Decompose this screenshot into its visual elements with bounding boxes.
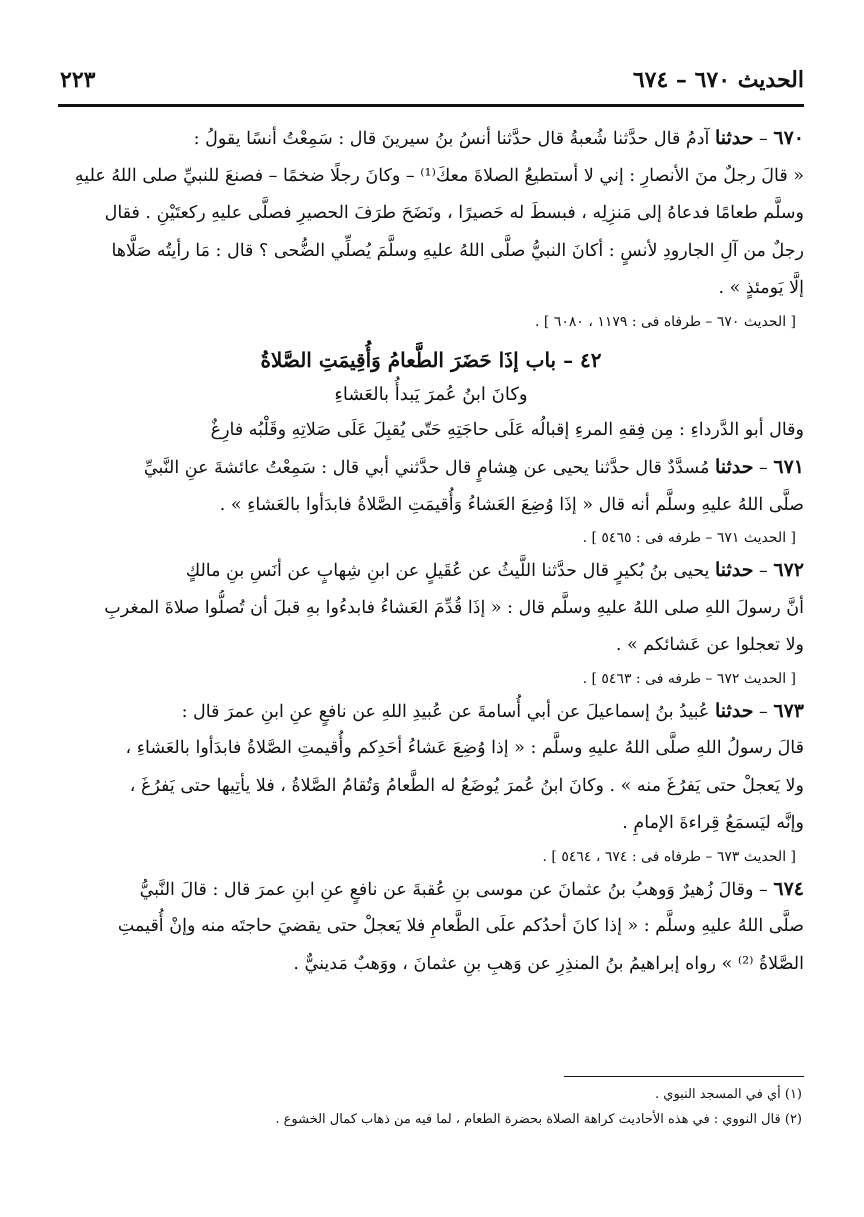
footnotes bbox=[60, 1082, 802, 1132]
hadith-text: مُسدَّدٌ قال حدَّثنا يحيى عن هِشامٍ قال حدَّثني أبي قال : سَمِعْتُ عائشةَ عنِ النَّبيِّ bbox=[143, 458, 710, 478]
hadith-number: ٦٧٣ bbox=[773, 699, 804, 722]
haddathana-word: حدثنا bbox=[714, 127, 754, 149]
chapter-subtitle: وكانَ ابنُ عُمرَ يَبدأُ بالعَشاءِ bbox=[334, 383, 528, 405]
hadith-670-reference: [ الحديث ٦٧٠ – طرفاه فى : ١١٧٩ ، ٦٠٨٠ ] . bbox=[535, 313, 796, 330]
hadith-674-line-1: ٦٧٤ – وقالَ زُهيرٌ وَوهبُ بنُ عثمانَ عن موسى بنِ عُقبةَ عن نافعٍ عنِ ابنِ عمرَ قال : قالَ النَّبيُّ bbox=[139, 877, 804, 900]
hadith-670-line-1: ٦٧٠ – حدثنا آدمُ قال حدَّثنا شُعبةُ قال حدَّثنا أنسُ بنُ سيرينَ قال : سَمِعْتُ أنسًا يقولُ : bbox=[193, 127, 804, 149]
hadith-674-line-3: الصَّلاةُ ⁽²⁾ » رواه إبراهيمُ بنُ المنذِرِ عن وَهبِ بنِ عثمانَ ، ووَهبٌ مَدينيٌّ . bbox=[293, 953, 804, 974]
haddathana-word: حدثنا bbox=[714, 699, 754, 722]
page-body bbox=[58, 120, 804, 983]
hadith-671-reference: [ الحديث ٦٧١ – طرفه فى : ٥٤٦٥ ] . bbox=[582, 530, 796, 546]
hadith-673-line-4: وإنَّه ليَسمَعُ قِراءةَ الإمامِ . bbox=[622, 813, 804, 833]
hadith-number: ٦٧٢ bbox=[773, 559, 804, 581]
hadith-671-line-2: صلَّى اللهُ عليهِ وسلَّم أنه قال « إذَا وُضِعَ العَشاءُ وَأُقيمَتِ الصَّلاةُ فابدَأوا بالعَشاءِ » . bbox=[219, 494, 804, 515]
header-rule bbox=[58, 104, 804, 107]
hadith-674-line-2: صلَّى اللهُ عليهِ وسلَّم : « إذا كانَ أحدُكم علَى الطَّعامِ فلا يَعجلْ حتى يقضيَ حاجتَه منه وإنْ أُقيمتِ bbox=[117, 916, 804, 936]
hadith-670-line-3: وسلَّم طعامًا فدعاهُ إلى مَنزِلِه ، فبسطَ له حَصيرًا ، ونَضَحَ طرَفَ الحصيرِ فصلَّى عليهِ ركعتَيْنِ . فقال bbox=[104, 203, 804, 223]
hadith-number: ٦٧١ bbox=[773, 456, 804, 478]
hadith-670-line-2: « قالَ رجلٌ منَ الأنصارِ : إني لا أستطيعُ الصلاةَ معكَ⁽¹⁾ – وكانَ رجلًا ضخمًا – فصنعَ للنبيِّ صلى اللهُ عليهِ bbox=[74, 165, 804, 186]
footnote-1: (١) أي في المسجد النبوي . bbox=[655, 1087, 802, 1102]
haddathana-word: حدثنا bbox=[714, 456, 754, 478]
hadith-672-line-2: أنَّ رسولَ اللهِ صلى اللهُ عليهِ وسلَّم قال : « إذَا قُدِّمَ العَشاءُ فابدءُوا بهِ قبلَ أن تُصلُّوا صلاةَ المغربِ bbox=[104, 597, 804, 618]
hadith-670-line-4: رجلٌ من آلِ الجارودِ لأنسٍ : أكانَ النبيُّ صلَّى اللهُ عليهِ وسلَّمَ يُصلِّي الضُّحى ؟ قال : مَا رأيتُه صَلَّاها bbox=[111, 240, 804, 261]
hadith-672-line-1: ٦٧٢ – حدثنا يحيى بنُ بُكيرٍ قال حدَّثنا اللَّيثُ عن عُقَيلٍ عن ابنِ شِهابٍ عن أنَسِ بنِ مالكٍ bbox=[185, 559, 804, 581]
page-header bbox=[60, 60, 804, 100]
hadith-text: عُبيدُ بنُ إسماعيلَ عن أبي أُسامةَ عن عُبيدِ اللهِ عن نافعٍ عنِ ابنِ عمرَ قال : bbox=[181, 701, 710, 722]
hadith-number: ٦٧٠ bbox=[773, 127, 804, 149]
running-title: الحديث ٦٧٠ – ٦٧٤ bbox=[632, 67, 804, 93]
hadith-text: يحيى بنُ بُكيرٍ قال حدَّثنا اللَّيثُ عن عُقَيلٍ عن ابنِ شِهابٍ عن أنَسِ بنِ مالكٍ bbox=[185, 561, 710, 581]
hadith-text: وقالَ زُهيرٌ وَوهبُ بنُ عثمانَ عن موسى بنِ عُقبةَ عن نافعٍ عنِ ابنِ عمرَ قال : قالَ النَّبيُّ bbox=[139, 879, 754, 900]
hadith-673-line-1: ٦٧٣ – حدثنا عُبيدُ بنُ إسماعيلَ عن أبي أُسامةَ عن عُبيدِ اللهِ عن نافعٍ عنِ ابنِ عمرَ قال : bbox=[181, 699, 804, 722]
page-number: ٢٢٣ bbox=[60, 67, 96, 93]
hadith-672-line-3: ولا تعجلوا عن عَشائكم » . bbox=[615, 635, 804, 655]
abu-darda-quote: وقال أبو الدَّرداءِ : مِن فِقهِ المرءِ إقبالُه عَلَى حاجَتِهِ حَتّى يُقبِلَ عَلَى صَلاتِهِ وقَلْبُه فارِغٌ bbox=[210, 419, 804, 440]
footnote-rule bbox=[564, 1076, 804, 1077]
chapter-title: ٤٢ – باب إذَا حَضَرَ الطَّعامُ وَأُقِيمَتِ الصَّلاةُ bbox=[260, 347, 602, 372]
haddathana-word: حدثنا bbox=[714, 559, 754, 581]
hadith-text: آدمُ قال حدَّثنا شُعبةُ قال حدَّثنا أنسُ بنُ سيرينَ قال : سَمِعْتُ أنسًا يقولُ : bbox=[193, 129, 710, 149]
hadith-673-line-3: ولا يَعجلْ حتى يَفرُغَ منه » . وكانَ ابنُ عُمرَ يُوضَعُ له الطَّعامُ وَتُقامُ الصَّلاةُ ، فلا يأتِيها حتى يَفرُغَ ، bbox=[129, 775, 804, 796]
hadith-number: ٦٧٤ bbox=[773, 877, 804, 900]
hadith-672-reference: [ الحديث ٦٧٢ – طرفه فى : ٥٤٦٣ ] . bbox=[582, 670, 796, 687]
footnote-2: (٢) قال النووي : في هذه الأحاديث كراهة الصلاة بحضرة الطعام ، لما فيه من ذهاب كمال الخشوع . bbox=[275, 1112, 802, 1127]
hadith-671-line-1: ٦٧١ – حدثنا مُسدَّدٌ قال حدَّثنا يحيى عن هِشامٍ قال حدَّثني أبي قال : سَمِعْتُ عائشةَ عنِ النَّبيِّ bbox=[143, 456, 804, 478]
hadith-673-reference: [ الحديث ٦٧٣ – طرفاه فى : ٦٧٤ ، ٥٤٦٤ ] . bbox=[542, 848, 796, 865]
hadith-673-line-2: قالَ رسولُ اللهِ صلَّى اللهُ عليهِ وسلَّم : « إذا وُضِعَ عَشاءُ أحَدِكم وأُقيمتِ الصَّلاةُ فابدَأوا بالعَشاءِ ، bbox=[125, 738, 804, 758]
hadith-670-line-5: إلَّا يَومئذٍ » . bbox=[718, 278, 804, 298]
